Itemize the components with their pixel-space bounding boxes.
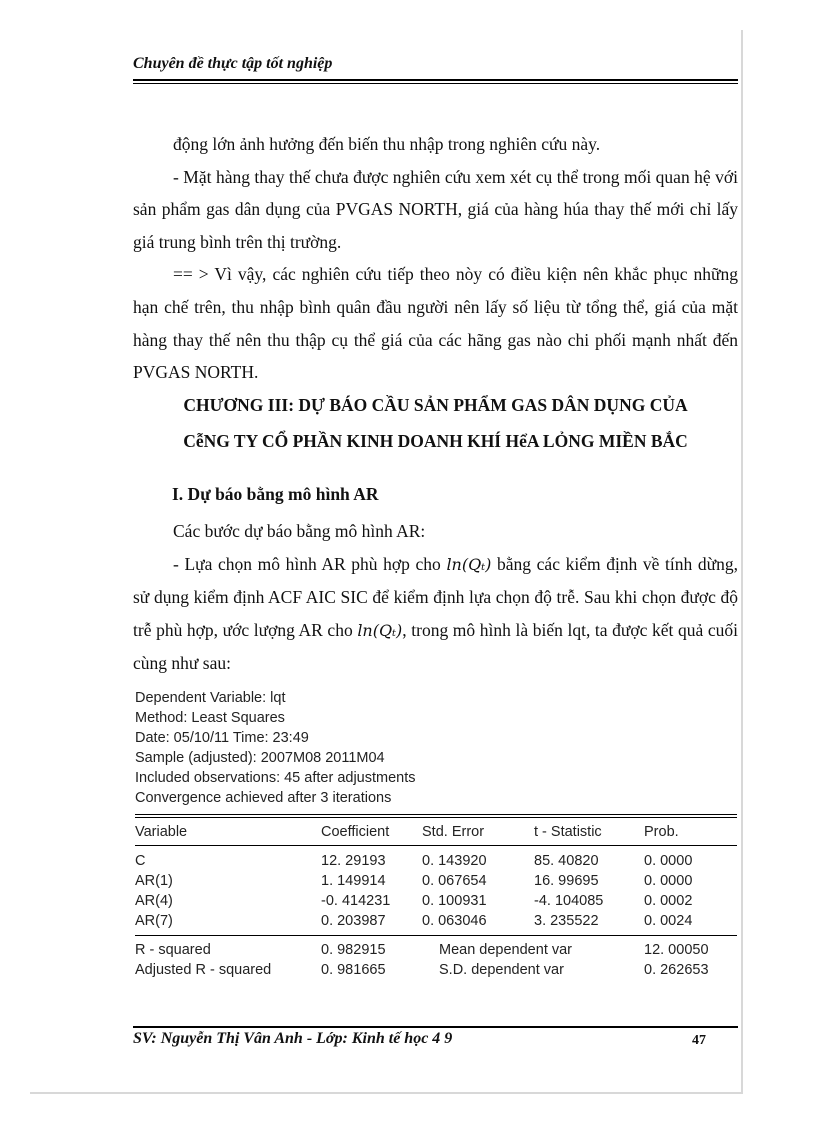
meta-line: Convergence achieved after 3 iterations bbox=[135, 790, 392, 806]
cell: Adjusted R - squared bbox=[135, 962, 272, 978]
cell: 0. 0024 bbox=[644, 913, 693, 929]
page-shadow-right bbox=[741, 30, 743, 1092]
step-1 bbox=[133, 548, 738, 680]
meta-line: Date: 05/10/11 Time: 23:49 bbox=[135, 730, 309, 746]
stats-table bbox=[135, 940, 737, 980]
cell: S.D. dependent var bbox=[439, 962, 564, 978]
paragraph-3: == > Vì vậy, các nghiên cứu tiếp theo nòy có điều kiện nên khắc phục những hạn chế trên, thu nhập bình quân đầu người nên lấy số liệu từ tổng thể, giá của mặt hàng thay thế nên thu thập cụ thể giá của các hãng gas nào chi phối mạnh nhất đến PVGAS NORTH. bbox=[133, 264, 738, 383]
cell: 0. 063046 bbox=[422, 913, 487, 929]
footer-rule bbox=[133, 1026, 738, 1028]
math-ln-qt-2: ln(Qₜ) bbox=[357, 620, 403, 640]
step-1-text-a: - Lựa chọn mô hình AR phù hợp cho bbox=[173, 553, 441, 574]
cell: 0. 0000 bbox=[644, 853, 693, 869]
cell: 0. 0002 bbox=[644, 893, 693, 909]
cell: 0. 143920 bbox=[422, 853, 487, 869]
regression-output bbox=[135, 688, 740, 980]
cell: 0. 100931 bbox=[422, 893, 487, 909]
meta-line: Included observations: 45 after adjustments bbox=[135, 770, 416, 786]
header-rule-thin bbox=[133, 83, 738, 84]
cell: 0. 981665 bbox=[321, 962, 386, 978]
page-number: 47 bbox=[692, 1033, 706, 1048]
cell: 0. 262653 bbox=[644, 962, 709, 978]
table-header-row bbox=[135, 818, 737, 845]
cell: 3. 235522 bbox=[534, 913, 599, 929]
cell: 16. 99695 bbox=[534, 873, 599, 889]
cell: 12. 00050 bbox=[644, 942, 709, 958]
cell: 0. 067654 bbox=[422, 873, 487, 889]
chapter-heading-line-1: CHƯƠNG III: DỰ BÁO CẦU SẢN PHẨM GAS DÂN DỤNG CỦA bbox=[183, 395, 688, 415]
chapter-heading bbox=[133, 387, 738, 459]
col-header: Variable bbox=[135, 823, 188, 840]
cell: 0. 982915 bbox=[321, 942, 386, 958]
cell: -4. 104085 bbox=[534, 893, 604, 909]
table-row bbox=[135, 891, 737, 911]
cell: -0. 414231 bbox=[321, 893, 391, 909]
steps-block bbox=[133, 515, 738, 680]
header-title: Chuyên đề thực tập tốt nghiệp bbox=[133, 55, 333, 72]
cell: AR(7) bbox=[135, 913, 173, 929]
table-row bbox=[135, 940, 737, 960]
cell: R - squared bbox=[135, 942, 211, 958]
step-1-text-c: , trong mô hình là biến lqt, ta được kết quả cuối cùng như sau: bbox=[133, 619, 739, 674]
body-text bbox=[133, 128, 738, 389]
paragraph-1: động lớn ảnh hưởng đến biến thu nhập trong nghiên cứu này. bbox=[173, 134, 601, 154]
cell: 1. 149914 bbox=[321, 873, 386, 889]
footer-author: SV: Nguyễn Thị Vân Anh - Lớp: Kinh tế học 4 9 bbox=[133, 1030, 453, 1047]
table-row bbox=[135, 871, 737, 891]
cell: 0. 0000 bbox=[644, 873, 693, 889]
col-header: t - Statistic bbox=[534, 823, 602, 840]
col-header: Prob. bbox=[644, 823, 679, 840]
cell: 12. 29193 bbox=[321, 853, 386, 869]
meta-line: Dependent Variable: lqt bbox=[135, 690, 286, 706]
page-shadow-bottom bbox=[30, 1092, 743, 1094]
cell: 0. 203987 bbox=[321, 913, 386, 929]
cell: C bbox=[135, 853, 146, 869]
section-heading: I. Dự báo bằng mô hình AR bbox=[172, 484, 379, 504]
regression-meta bbox=[135, 688, 740, 808]
chapter-heading-line-2: CễNG TY CỔ PHẦN KINH DOANH KHÍ HểA LỎNG MIỀN BẮC bbox=[183, 431, 688, 451]
col-header: Coefficient bbox=[321, 823, 390, 840]
paragraph-2: - Mặt hàng thay thế chưa được nghiên cứu xem xét cụ thể trong mối quan hệ với sản phẩm gas dân dụng của PVGAS NORTH, giá của hàng húa thay thế mới chỉ lấy giá trung bình trên thị trường. bbox=[133, 166, 738, 252]
coefficients-table bbox=[135, 851, 737, 931]
meta-line: Method: Least Squares bbox=[135, 710, 285, 726]
cell: Mean dependent var bbox=[439, 942, 573, 958]
regression-table bbox=[135, 818, 737, 845]
cell: AR(4) bbox=[135, 893, 173, 909]
table-row bbox=[135, 911, 737, 931]
header-rule-thick bbox=[133, 79, 738, 81]
col-header: Std. Error bbox=[422, 823, 485, 840]
table-row bbox=[135, 851, 737, 871]
cell: AR(1) bbox=[135, 873, 173, 889]
steps-intro: Các bước dự báo bằng mô hình AR: bbox=[173, 521, 426, 541]
cell: 85. 40820 bbox=[534, 853, 599, 869]
math-ln-qt: ln(Qₜ) bbox=[446, 554, 492, 574]
table-row bbox=[135, 960, 737, 980]
step-1-text-b: bằng các kiểm định về tính dừng, sử dụng kiểm định ACF AIC SIC để kiểm định lựa chọn độ trễ. Sau khi chọn được độ trễ phù hợp, ước lượng AR cho bbox=[133, 553, 739, 640]
meta-line: Sample (adjusted): 2007M08 2011M04 bbox=[135, 750, 385, 766]
